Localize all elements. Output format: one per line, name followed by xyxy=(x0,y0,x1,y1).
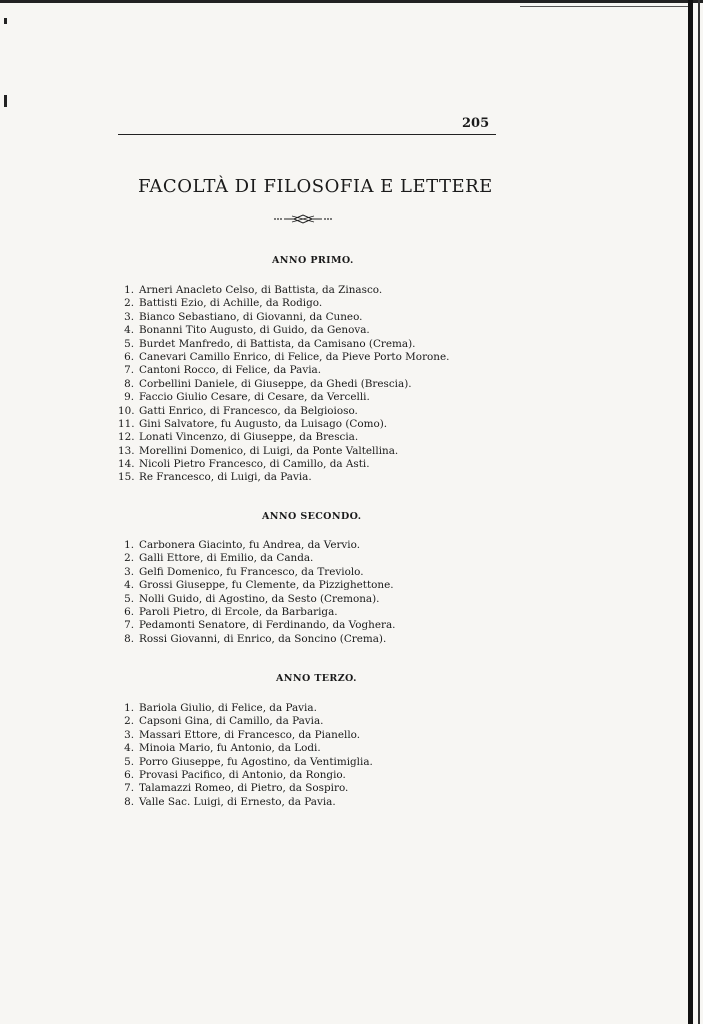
entry-text: Arneri Anacleto Celso, di Battista, da Zinasco. xyxy=(139,284,383,296)
entry-text: Faccio Giulio Cesare, di Cesare, da Vercelli. xyxy=(139,391,370,404)
entry-number: 12. xyxy=(118,431,135,444)
entry-text: Capsoni Gina, di Camillo, da Pavia. xyxy=(139,715,324,728)
list-item xyxy=(118,378,449,391)
entry-text: Minoia Mario, fu Antonio, da Lodi. xyxy=(139,742,321,755)
page-left-mark xyxy=(4,18,7,24)
entry-text: Re Francesco, di Luigi, da Pavia. xyxy=(139,471,312,484)
list-item xyxy=(118,579,395,592)
student-list xyxy=(118,284,449,485)
list-item xyxy=(118,756,373,769)
entry-number: 7. xyxy=(124,364,134,377)
entry-text: Porro Giuseppe, fu Agostino, da Ventimiglia. xyxy=(139,755,373,768)
list-item xyxy=(118,364,449,377)
section-heading: ANNO PRIMO. xyxy=(272,255,354,266)
entry-text: Massari Ettore, di Francesco, da Pianello. xyxy=(139,728,361,741)
entry-number: 15. xyxy=(118,471,135,484)
entry-number: 4. xyxy=(124,324,134,337)
list-item xyxy=(118,782,373,795)
page-right-edge-thin xyxy=(698,0,700,1024)
entry-number: 7. xyxy=(124,782,134,795)
list-item xyxy=(118,405,449,418)
entry-text: Grossi Giuseppe, fu Clemente, da Pizzighettone. xyxy=(139,579,394,592)
entry-text: Gini Salvatore, fu Augusto, da Luisago (Como). xyxy=(139,417,388,430)
list-item xyxy=(118,338,449,351)
entry-number: 14. xyxy=(118,458,135,471)
entry-number: 3. xyxy=(124,310,134,323)
entry-number: 11. xyxy=(118,417,135,430)
list-item xyxy=(118,715,373,728)
page-number: 205 xyxy=(462,116,490,131)
entry-number: 5. xyxy=(124,592,134,605)
page-left-mark xyxy=(4,95,7,107)
list-item xyxy=(118,284,449,297)
entry-text: Pedamonti Senatore, di Ferdinando, da Voghera. xyxy=(139,619,396,632)
entry-number: 8. xyxy=(124,377,134,390)
list-item xyxy=(118,297,449,310)
entry-number: 4. xyxy=(124,742,134,755)
entry-text: Rossi Giovanni, di Enrico, da Soncino (Crema). xyxy=(139,632,387,645)
list-item xyxy=(118,742,373,755)
page-right-edge xyxy=(688,0,693,1024)
list-item xyxy=(118,445,449,458)
entry-number: 6. xyxy=(124,768,134,781)
list-item xyxy=(118,471,449,484)
list-item xyxy=(118,324,449,337)
list-item xyxy=(118,606,395,619)
entry-number: 7. xyxy=(124,619,134,632)
entry-text: Carbonera Giacinto, fu Andrea, da Vervio. xyxy=(139,539,361,551)
entry-text: Canevari Camillo Enrico, di Felice, da Pieve Porto Morone. xyxy=(139,350,450,363)
list-item xyxy=(118,566,395,579)
page-top-border xyxy=(0,0,703,3)
list-item xyxy=(118,351,449,364)
entry-number: 5. xyxy=(124,755,134,768)
entry-text: Morellini Domenico, di Luigi, da Ponte Valtellina. xyxy=(139,444,399,457)
student-list xyxy=(118,702,373,809)
entry-number: 1. xyxy=(124,539,134,551)
entry-number: 8. xyxy=(124,795,134,808)
entry-number: 9. xyxy=(124,391,134,404)
student-list xyxy=(118,539,395,646)
entry-number: 1. xyxy=(124,284,134,296)
entry-text: Corbellini Daniele, di Giuseppe, da Ghedi (Brescia). xyxy=(139,377,412,390)
entry-number: 4. xyxy=(124,579,134,592)
decorative-flourish-icon xyxy=(272,210,334,229)
entry-text: Bonanni Tito Augusto, di Guido, da Genova. xyxy=(139,324,370,337)
entry-text: Bianco Sebastiano, di Giovanni, da Cuneo. xyxy=(139,310,363,323)
entry-text: Gelfi Domenico, fu Francesco, da Treviolo. xyxy=(139,565,364,578)
list-item xyxy=(118,619,395,632)
entry-text: Burdet Manfredo, di Battista, da Camisano (Crema). xyxy=(139,337,416,350)
entry-number: 6. xyxy=(124,350,134,363)
list-item xyxy=(118,431,449,444)
entry-number: 5. xyxy=(124,337,134,350)
list-item xyxy=(118,769,373,782)
list-item xyxy=(118,633,395,646)
entry-number: 1. xyxy=(124,702,134,714)
entry-text: Provasi Pacifico, di Antonio, da Rongio. xyxy=(139,768,346,781)
list-item xyxy=(118,552,395,565)
entry-text: Gatti Enrico, di Francesco, da Belgioioso. xyxy=(139,404,358,417)
entry-number: 2. xyxy=(124,715,134,728)
entry-number: 6. xyxy=(124,605,134,618)
section-heading: ANNO TERZO. xyxy=(276,673,357,684)
entry-text: Valle Sac. Luigi, di Ernesto, da Pavia. xyxy=(139,795,336,808)
list-item xyxy=(118,729,373,742)
entry-number: 3. xyxy=(124,728,134,741)
entry-number: 10. xyxy=(118,404,135,417)
list-item xyxy=(118,418,449,431)
entry-text: Nicoli Pietro Francesco, di Camillo, da Asti. xyxy=(139,458,370,471)
entry-text: Nolli Guido, di Agostino, da Sesto (Cremona). xyxy=(139,592,380,605)
entry-text: Paroli Pietro, di Ercole, da Barbariga. xyxy=(139,605,338,618)
entry-number: 3. xyxy=(124,565,134,578)
list-item xyxy=(118,796,373,809)
entry-number: 2. xyxy=(124,552,134,565)
entry-text: Battisti Ezio, di Achille, da Rodigo. xyxy=(139,297,323,310)
page-top-border-thin xyxy=(520,6,690,7)
entry-number: 8. xyxy=(124,632,134,645)
list-item xyxy=(118,311,449,324)
list-item xyxy=(118,539,395,552)
header-rule xyxy=(118,134,496,135)
list-item xyxy=(118,593,395,606)
list-item xyxy=(118,458,449,471)
entry-text: Talamazzi Romeo, di Pietro, da Sospiro. xyxy=(139,782,349,795)
section-heading: ANNO SECONDO. xyxy=(262,511,362,522)
entry-text: Bariola Giulio, di Felice, da Pavia. xyxy=(139,702,317,714)
entry-text: Lonati Vincenzo, di Giuseppe, da Brescia. xyxy=(139,431,359,444)
list-item xyxy=(118,702,373,715)
entry-number: 13. xyxy=(118,444,135,457)
page-title: FACOLTÀ DI FILOSOFIA E LETTERE xyxy=(138,176,493,197)
entry-number: 2. xyxy=(124,297,134,310)
entry-text: Galli Ettore, di Emilio, da Canda. xyxy=(139,552,314,565)
list-item xyxy=(118,391,449,404)
entry-text: Cantoni Rocco, di Felice, da Pavia. xyxy=(139,364,322,377)
